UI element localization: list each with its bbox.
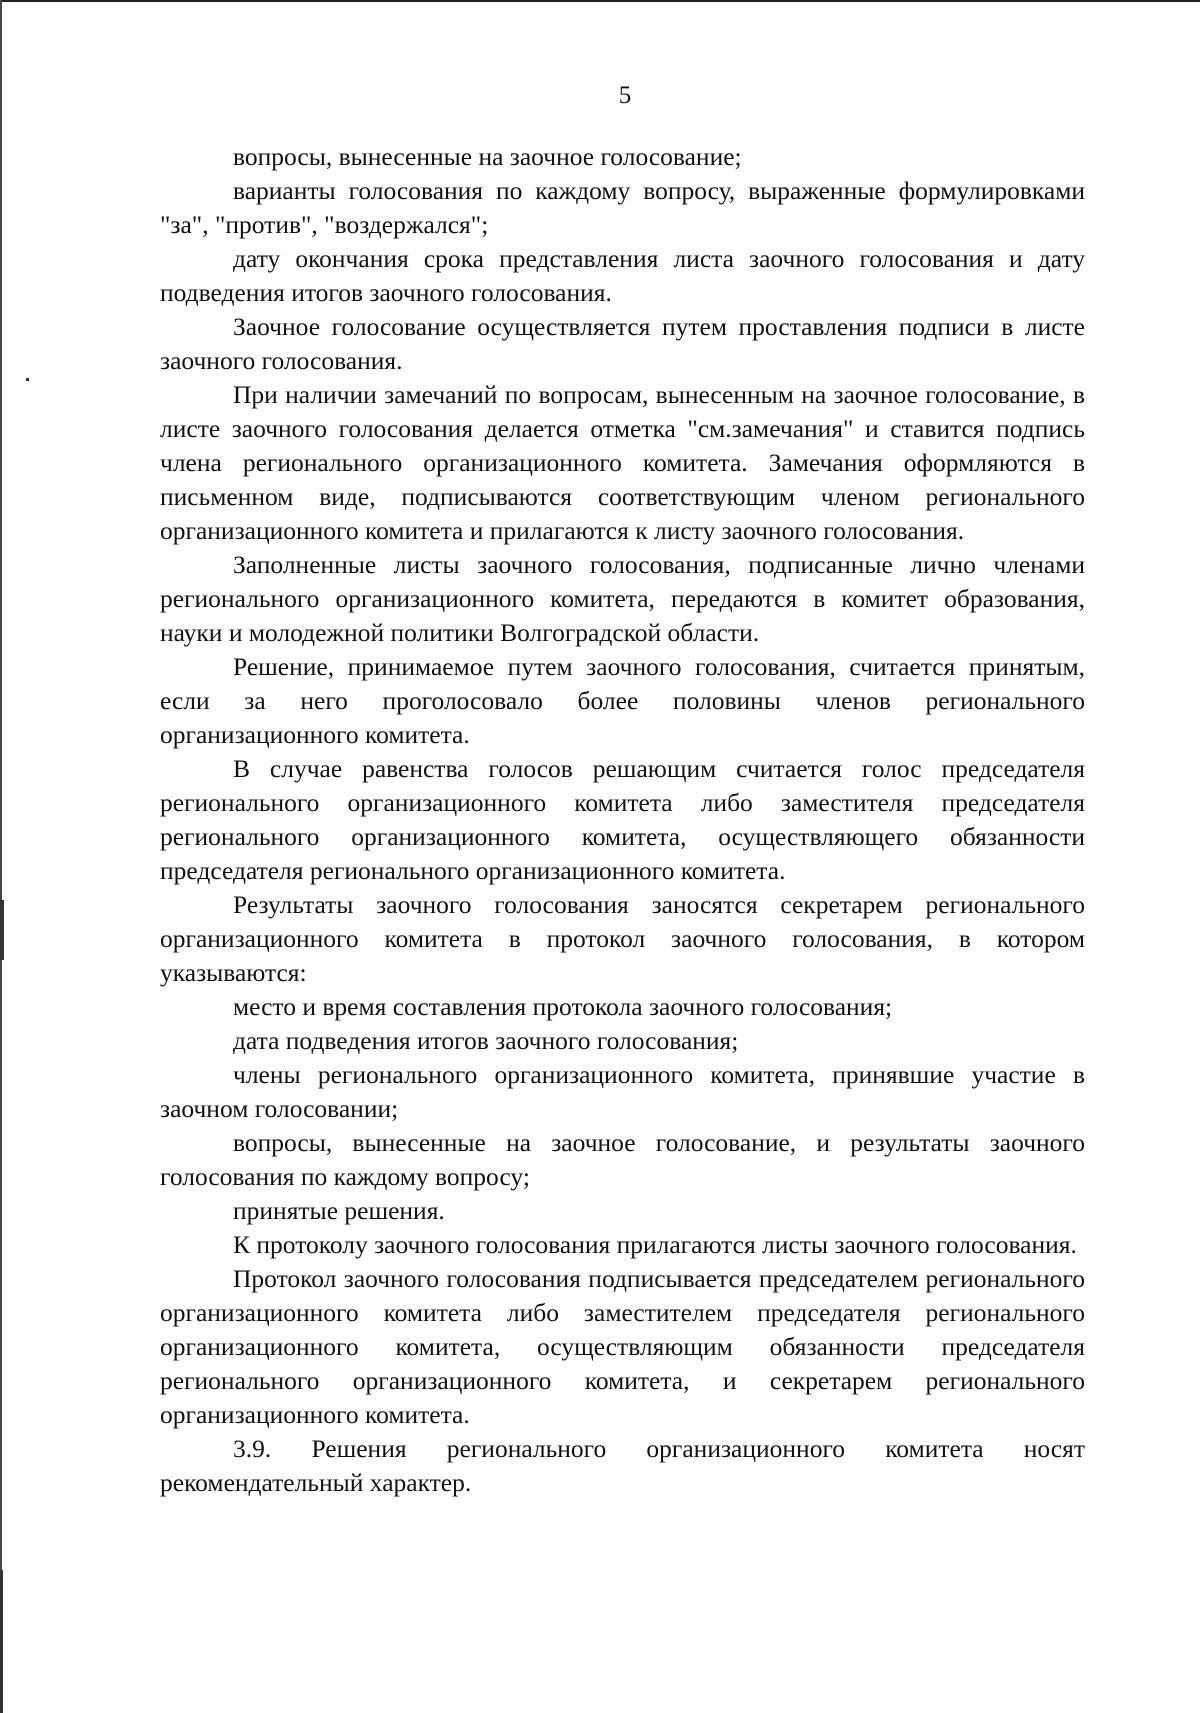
scan-edge-top	[0, 0, 1200, 2]
paragraph: дату окончания срока представления листа заочного голосования и дату подведения итогов заочного голосования.	[160, 244, 1085, 307]
document-body	[160, 140, 1085, 1500]
paragraph: Заполненные листы заочного голосования, подписанные лично членами регионального организационного комитета, передаются в комитет образования, науки и молодежной политики Волгоградской области.	[160, 550, 1085, 647]
scan-speck	[0, 900, 4, 960]
paragraph: При наличии замечаний по вопросам, вынесенным на заочное голосование, в листе заочного голосования делается отметка "см.замечания" и ставится подпись члена регионального организационного комитета. Замечания оформляются в письменном виде, подписываются соответствующим членом регионального организационного комитета и прилагаются к листу заочного голосования.	[160, 380, 1085, 545]
paragraph: Заочное голосование осуществляется путем проставления подписи в листе заочного голосования.	[160, 312, 1085, 375]
paragraph: 3.9. Решения регионального организационного комитета носят рекомендательный характер.	[160, 1434, 1085, 1497]
paragraph: члены регионального организационного комитета, принявшие участие в заочном голосовании;	[160, 1060, 1085, 1123]
paragraph: Результаты заочного голосования заносятся секретарем регионального организационного комитета в протокол заочного голосования, в котором указываются:	[160, 890, 1085, 987]
page-number: 5	[618, 82, 632, 109]
paragraph: К протоколу заочного голосования прилагаются листы заочного голосования.	[233, 1230, 1077, 1259]
paragraph: варианты голосования по каждому вопросу, выраженные формулировками "за", "против", "воздержался";	[160, 176, 1085, 239]
paragraph: В случае равенства голосов решающим считается голос председателя регионального организационного комитета либо заместителя председателя регионального организационного комитета, осуществляющего обязанности председателя регионального организационного комитета.	[160, 754, 1085, 885]
paragraph: принятые решения.	[233, 1196, 445, 1225]
paragraph: Протокол заочного голосования подписывается председателем регионального организационного комитета либо заместителем председателя регионального организационного комитета, осуществляющим обязанности председателя регионального организационного комитета, и секретарем регионального организационного комитета.	[160, 1264, 1085, 1429]
paragraph: дата подведения итогов заочного голосования;	[233, 1026, 739, 1055]
paragraph: вопросы, вынесенные на заочное голосование, и результаты заочного голосования по каждому вопросу;	[160, 1128, 1085, 1191]
scan-speck	[26, 378, 29, 381]
paragraph: место и время составления протокола заочного голосования;	[233, 992, 893, 1021]
paragraph: вопросы, вынесенные на заочное голосование;	[233, 142, 742, 171]
paragraph: Решение, принимаемое путем заочного голосования, считается принятым, если за него проголосовало более половины членов регионального организационного комитета.	[160, 652, 1085, 749]
scan-speck	[0, 1570, 3, 1713]
scan-edge-left	[0, 0, 2, 1713]
